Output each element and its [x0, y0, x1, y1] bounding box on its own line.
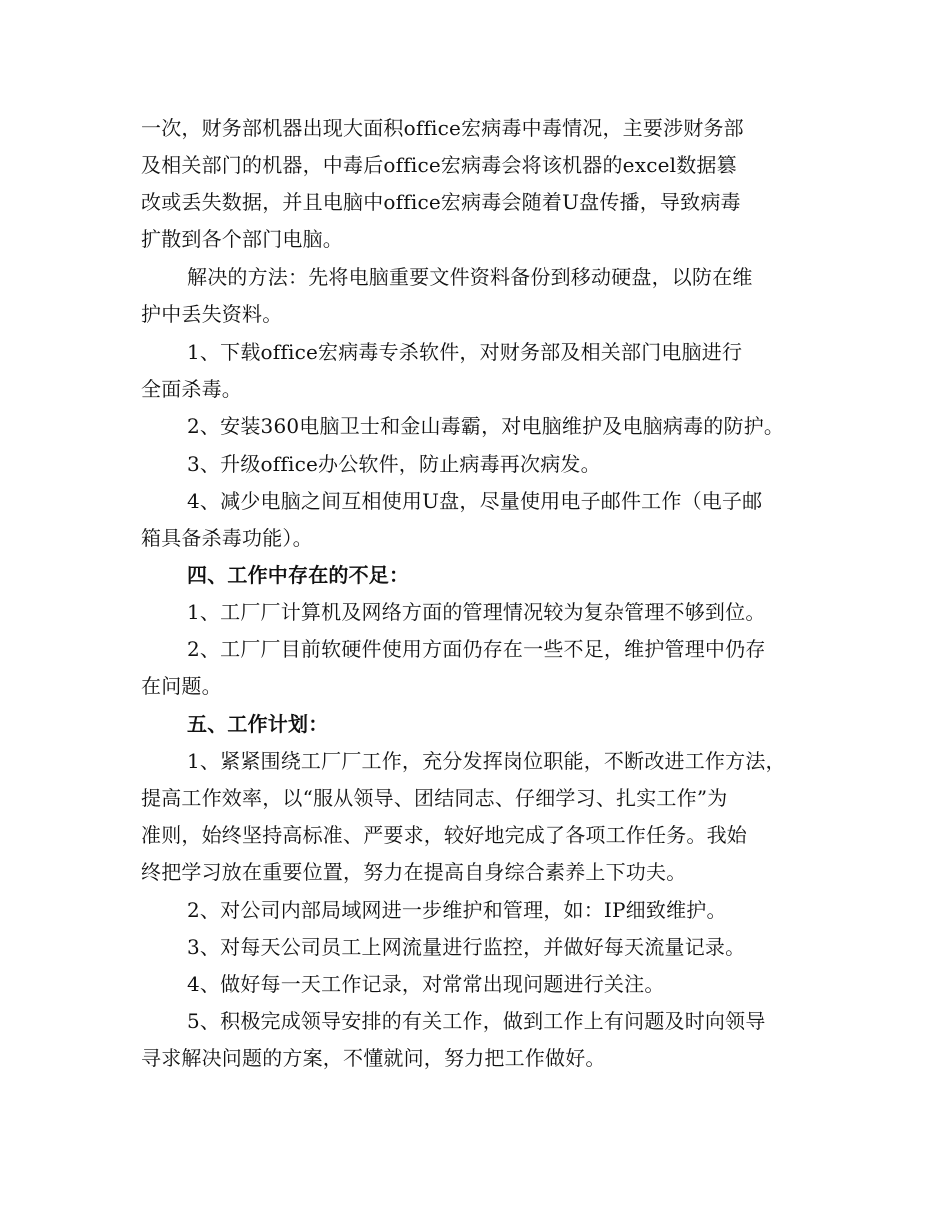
section-heading-shortcomings: 四、工作中存在的不足： — [187, 563, 410, 587]
list-item-plan-5: 5、积极完成领导安排的有关工作，做到工作上有问题及时向领导 — [187, 1009, 766, 1033]
body-text-line: 准则，始终坚持高标准、严要求，较好地完成了各项工作任务。我始 — [141, 823, 747, 847]
section-heading-work-plan: 五、工作计划： — [187, 712, 329, 736]
list-item-upgrade-office: 3、升级office办公软件，防止病毒再次病发。 — [187, 452, 601, 476]
list-item-shortcoming-1: 1、工厂厂计算机及网络方面的管理情况较为复杂管理不够到位。 — [187, 600, 766, 624]
list-item-shortcoming-2: 2、工厂厂目前软硬件使用方面仍存在一些不足，维护管理中仍存 — [187, 637, 766, 661]
body-text-line: 及相关部门的机器，中毒后office宏病毒会将该机器的excel数据篡 — [141, 153, 737, 177]
list-item-download-antivirus: 1、下载office宏病毒专杀软件，对财务部及相关部门电脑进行 — [187, 340, 743, 364]
list-item-reduce-usb: 4、减少电脑之间互相使用U盘，尽量使用电子邮件工作（电子邮 — [187, 489, 763, 513]
list-item-plan-2: 2、对公司内部局域网进一步维护和管理，如：IP细致维护。 — [187, 898, 727, 922]
body-text-line: 提高工作效率，以“服从领导、团结同志、仔细学习、扎实工作”为 — [141, 786, 728, 810]
body-text-line: 改或丢失数据，并且电脑中office宏病毒会随着U盘传播，导致病毒 — [141, 190, 741, 214]
body-text-line: 箱具备杀毒功能）。 — [141, 526, 313, 550]
body-text-line: 一次，财务部机器出现大面积office宏病毒中毒情况，主要涉财务部 — [141, 116, 744, 140]
list-item-plan-1: 1、紧紧围绕工厂厂工作，充分发挥岗位职能，不断改进工作方法， — [187, 749, 786, 773]
list-item-plan-3: 3、对每天公司员工上网流量进行监控，并做好每天流量记录。 — [187, 935, 746, 959]
body-text-line: 寻求解决问题的方案，不懂就问，努力把工作做好。 — [141, 1046, 606, 1070]
body-text-line: 扩散到各个部门电脑。 — [141, 227, 343, 251]
body-text-line: 终把学习放在重要位置，努力在提高自身综合素养上下功夫。 — [141, 860, 687, 884]
body-text-line: 全面杀毒。 — [141, 377, 242, 401]
list-item-install-security: 2、安装360电脑卫士和金山毒霸，对电脑维护及电脑病毒的防护。 — [187, 414, 785, 438]
list-item-plan-4: 4、做好每一天工作记录，对常常出现问题进行关注。 — [187, 972, 665, 996]
paragraph-solution-method: 解决的方法：先将电脑重要文件资料备份到移动硬盘，以防在维 — [187, 265, 753, 289]
body-text-line: 在问题。 — [141, 674, 222, 698]
body-text-line: 护中丢失资料。 — [141, 302, 283, 326]
